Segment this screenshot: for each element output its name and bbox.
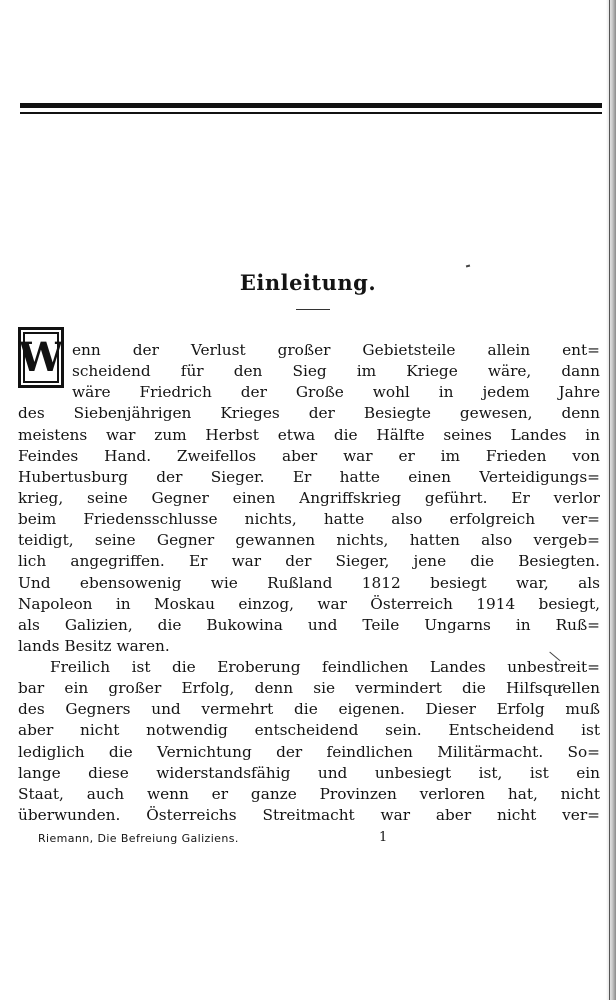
text-line: Feindes Hand. Zweifellos aber war er im Frieden von: [18, 447, 600, 465]
text-line: lange diese widerstandsfähig und unbesiegt ist, ist ein: [18, 764, 600, 782]
text-line: teidigt, seine Gegner gewannen nichts, hatten also vergeb=: [18, 531, 600, 549]
chapter-title: Einleitung.: [239, 270, 377, 295]
text-line: aber nicht notwendig entscheidend sein. Entscheidend ist: [18, 721, 600, 739]
text-line: überwunden. Österreichs Streitmacht war aber nicht ver=: [18, 806, 600, 824]
text-line: Napoleon in Moskau einzog, war Österreich 1914 besiegt,: [18, 595, 600, 613]
text-line: wäre Friedrich der Große wohl in jedem Jahre: [72, 383, 600, 401]
page-edge-shadow: [606, 0, 616, 1000]
text-line: beim Friedensschlusse nichts, hatte also erfolgreich ver=: [18, 510, 600, 528]
text-line: Und ebensowenig wie Rußland 1812 besiegt war, als: [18, 574, 600, 592]
text-line: lediglich die Vernichtung der feindlichen Militärmacht. So=: [18, 743, 600, 761]
header-rule-thin: [20, 112, 602, 114]
text-line: meistens war zum Herbst etwa die Hälfte seines Landes in: [18, 426, 600, 444]
footer-sheet-number: 1: [379, 830, 388, 845]
text-line: Freilich ist die Eroberung feindlichen Landes unbestreit=: [50, 658, 600, 676]
text-line: lich angegriffen. Er war der Sieger, jene die Besiegten.: [18, 552, 600, 570]
text-line: des Gegners und vermehrt die eigenen. Dieser Erfolg muß: [18, 700, 600, 718]
page-edge-line: [609, 0, 610, 1000]
drop-cap-initial: W: [18, 327, 64, 388]
text-line: Staat, auch wenn er ganze Provinzen verloren hat, nicht: [18, 785, 600, 803]
text-line: scheidend für den Sieg im Kriege wäre, dann: [72, 362, 600, 380]
text-line: Hubertusburg der Sieger. Er hatte einen Verteidigungs=: [18, 468, 600, 486]
footer-signature: Riemann, Die Befreiung Galiziens.: [38, 832, 239, 845]
header-rule-thick: [20, 103, 602, 108]
scan-speck: [466, 265, 470, 268]
text-line: krieg, seine Gegner einen Angriffskrieg geführt. Er verlor: [18, 489, 600, 507]
text-line: lands Besitz waren.: [18, 637, 170, 655]
text-line: enn der Verlust großer Gebietsteile allein ent=: [72, 341, 600, 359]
text-line: des Siebenjährigen Krieges der Besiegte gewesen, denn: [18, 404, 600, 422]
chapter-title-rule: [296, 309, 330, 310]
text-line: bar ein großer Erfolg, denn sie vermindert die Hilfsquellen: [18, 679, 600, 697]
text-line: als Galizien, die Bukowina und Teile Ungarns in Ruß=: [18, 616, 600, 634]
